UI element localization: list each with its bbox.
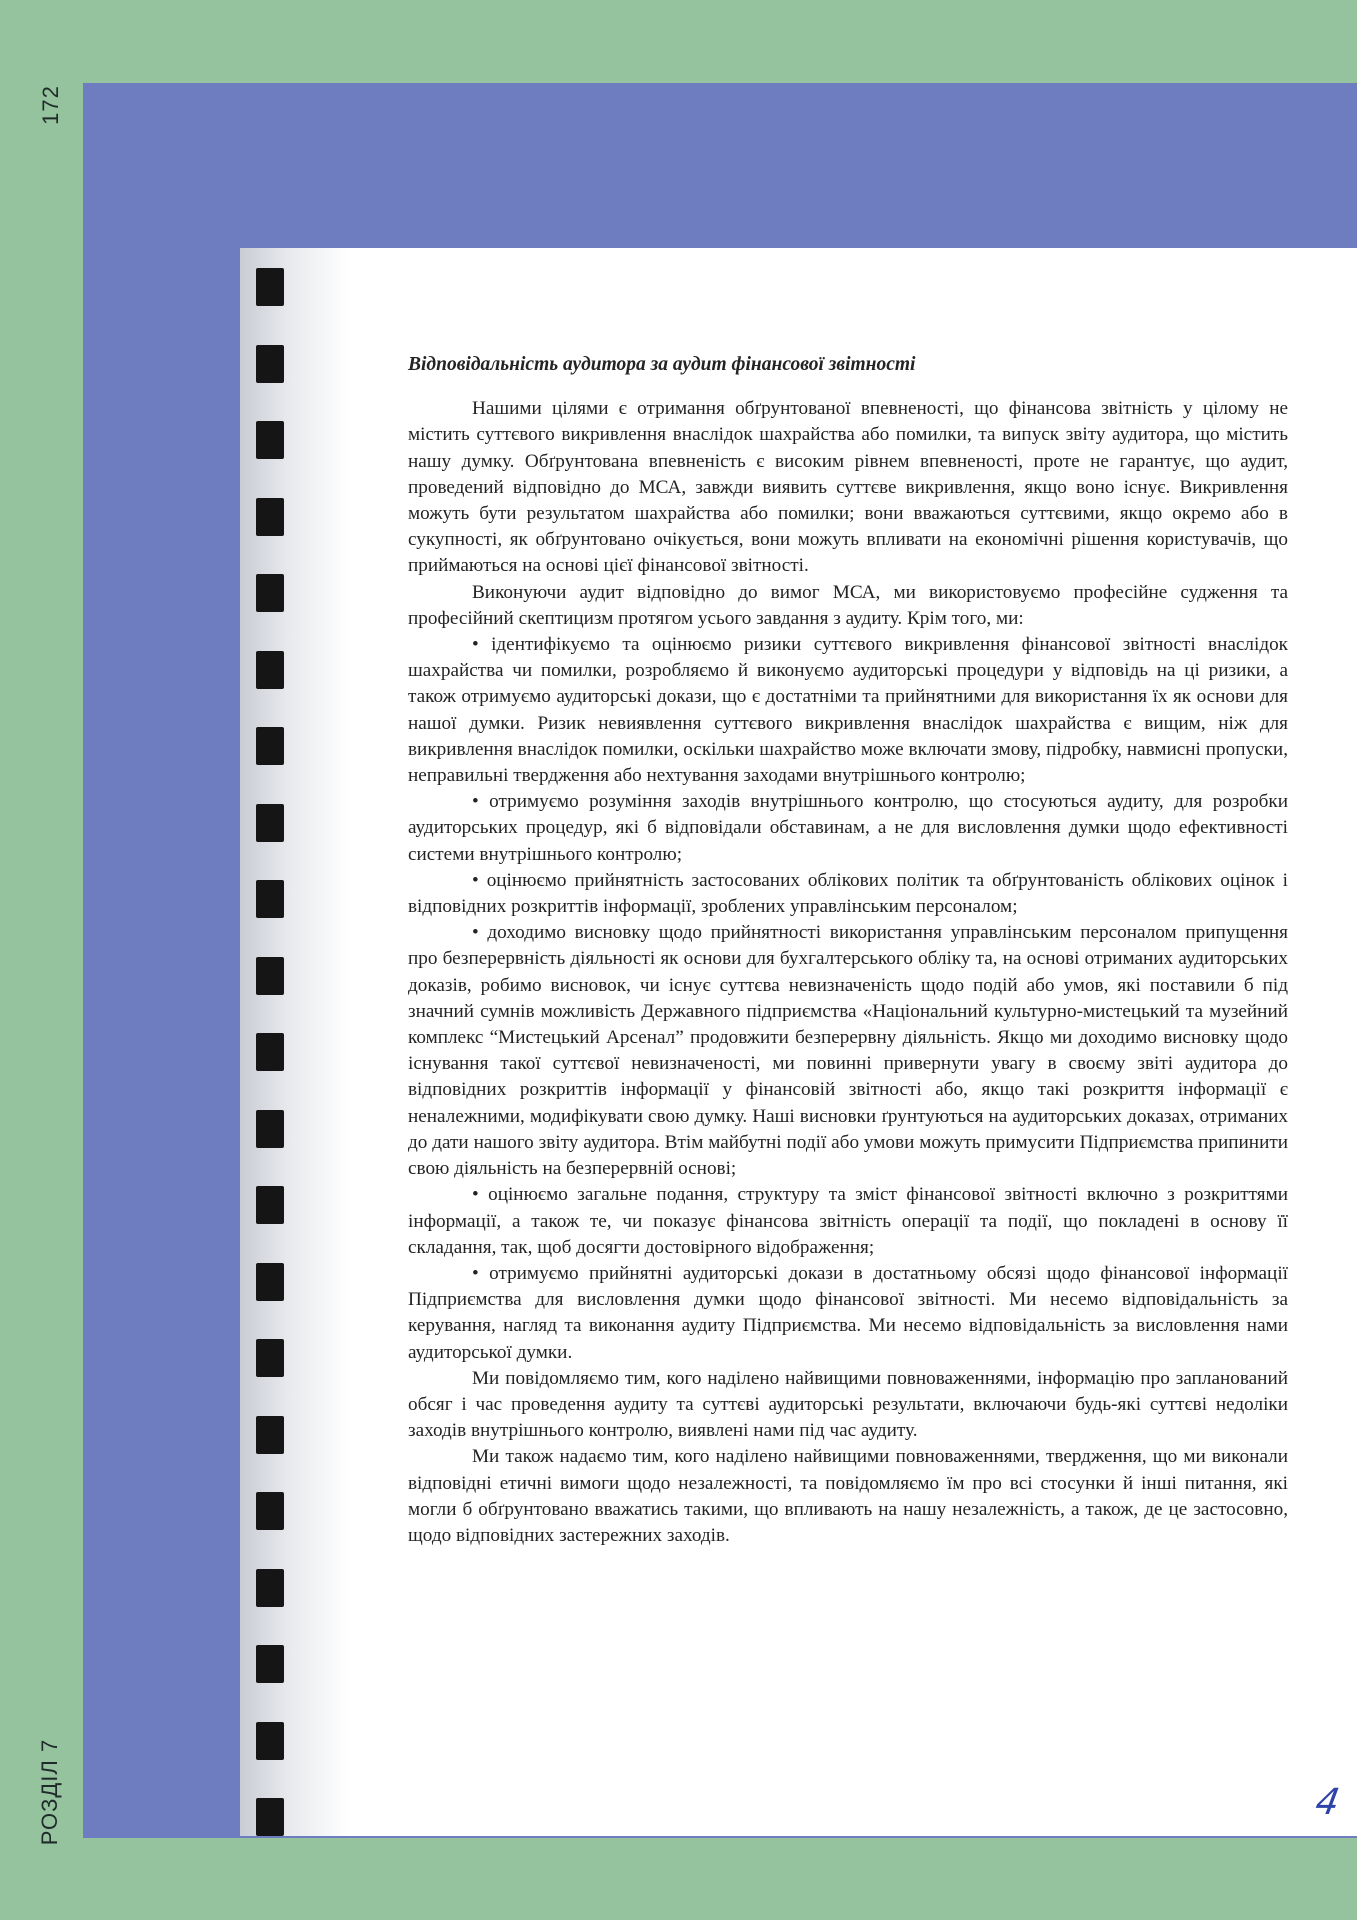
binding-hole: [256, 1339, 284, 1377]
comb-binding: [256, 260, 288, 1830]
bullet-item: • отримуємо прийнятні аудиторські докази в достатньому обсязі щодо фінансової інформації Підприємства для висловлення думки щодо фінансової звітності. Ми несемо відповідальність за керування, нагляд та виконання аудиту Підприємства. Ми несемо відповідальність за висловлення нами аудиторської думки.: [408, 1262, 1288, 1363]
binding-hole: [256, 727, 284, 765]
binding-hole: [256, 1263, 284, 1301]
document-heading: Відповідальність аудитора за аудит фінансової звітності: [408, 354, 916, 375]
page-number: 172: [38, 85, 63, 125]
scanned-page: [240, 248, 1357, 1836]
binding-hole: [256, 880, 284, 918]
binding-hole: [256, 804, 284, 842]
paragraph: Ми також надаємо тим, кого наділено найвищими повноваженнями, твердження, що ми виконали відповідні етичні вимоги щодо незалежності, та повідомляємо їм про всі стосунки й інші питання, які могли б обґрунтовано вважатись такими, що впливають на нашу незалежність, а також, де це застосовно, щодо відповідних застережних заходів.: [408, 1446, 1288, 1546]
binding-hole: [256, 957, 284, 995]
paragraph: Виконуючи аудит відповідно до вимог МСА, ми використовуємо професійне судження та професійний скептицизм протягом усього завдання з аудиту. Крім того, ми:: [408, 581, 1288, 629]
bullet-item: • отримуємо розуміння заходів внутрішнього контролю, що стосуються аудиту, для розробки аудиторських процедур, які б відповідали обставинам, а не для висловлення думки щодо ефективності системи внутрішнього контролю;: [408, 791, 1288, 865]
binding-hole: [256, 574, 284, 612]
binding-hole: [256, 1798, 284, 1836]
handwritten-page-number: 4: [1312, 1782, 1343, 1823]
bullet-item: • оцінюємо загальне подання, структуру та зміст фінансової звітності включно з розкриттями інформації, а також те, чи показує фінансова звітність операції та події, що покладені в основу її складання, так, щоб досягти достовірного відображення;: [408, 1184, 1288, 1258]
document-body: [408, 352, 1288, 1549]
binding-hole: [256, 345, 284, 383]
document-frame: [83, 83, 1357, 1838]
bullet-item: • оцінюємо прийнятність застосованих облікових політик та обґрунтованість облікових оцінок і відповідних розкриттів інформації, зроблених управлінським персоналом;: [408, 869, 1288, 918]
paragraph: Нашими цілями є отримання обґрунтованої впевненості, що фінансова звітність у цілому не містить суттєвого викривлення внаслідок шахрайства або помилки, та випуск звіту аудитора, що містить нашу думку. Обґрунтована впевненість є високим рівнем впевненості, проте не гарантує, що аудит, проведений відповідно до МСА, завжди виявить суттєве викривлення, якщо воно існує. Викривлення можуть бути результатом шахрайства або помилки; вони вважаються суттєвими, якщо окремо або в сукупності, як обґрунтовано очікується, вони можуть впливати на економічні рішення користувачів, що приймаються на основі цієї фінансової звітності.: [408, 398, 1288, 577]
section-label: РОЗДІЛ 7: [37, 1738, 62, 1846]
binding-hole: [256, 1110, 284, 1148]
binding-hole: [256, 268, 284, 306]
binding-hole: [256, 1186, 284, 1224]
binding-hole: [256, 498, 284, 536]
binding-hole: [256, 421, 284, 459]
binding-hole: [256, 1492, 284, 1530]
binding-hole: [256, 651, 284, 689]
binding-hole: [256, 1416, 284, 1454]
bullet-item: • ідентифікуємо та оцінюємо ризики суттєвого викривлення фінансової звітності внаслідок шахрайства чи помилки, розробляємо й виконуємо аудиторські процедури у відповідь на ці ризики, а також отримуємо аудиторські докази, що є достатніми та прийнятними для використання їх як основи для нашої думки. Ризик невиявлення суттєвого викривлення внаслідок шахрайства є вищим, ніж для викривлення внаслідок помилки, оскільки шахрайство може включати змову, підробку, навмисні пропуски, неправильні твердження або нехтування заходами внутрішнього контролю;: [408, 634, 1288, 787]
binding-hole: [256, 1722, 284, 1760]
binding-hole: [256, 1569, 284, 1607]
paragraph: Ми повідомляємо тим, кого наділено найвищими повноваженнями, інформацію про запланований обсяг і час проведення аудиту та суттєві аудиторські результати, включаючи будь-які суттєві недоліки заходів внутрішнього контролю, виявлені нами під час аудиту.: [408, 1367, 1288, 1442]
binding-hole: [256, 1645, 284, 1683]
bullet-item: • доходимо висновку щодо прийнятності використання управлінським персоналом припущення про безперервність діяльності як основи для бухгалтерського обліку та, на основі отриманих аудиторських доказів, робимо висновок, чи існує суттєва невизначеність щодо подій або умов, які поставили б під значний сумнів можливість Державного підприємства «Національний культурно-мистецький та музейний комплекс “Мистецький Арсенал” продовжити безперервну діяльність. Якщо ми доходимо висновку щодо існування такої суттєвої невизначеності, ми повинні привернути увагу в своєму звіті аудитора до відповідних розкриттів інформації у фінансовій звітності або, якщо такі розкриття інформації є неналежними, модифікувати свою думку. Наші висновки ґрунтуються на аудиторських доказах, отриманих до дати нашого звіту аудитора. Втім майбутні події або умови можуть примусити Підприємства припинити свою діяльність на безперервній основі;: [408, 922, 1288, 1180]
binding-hole: [256, 1033, 284, 1071]
